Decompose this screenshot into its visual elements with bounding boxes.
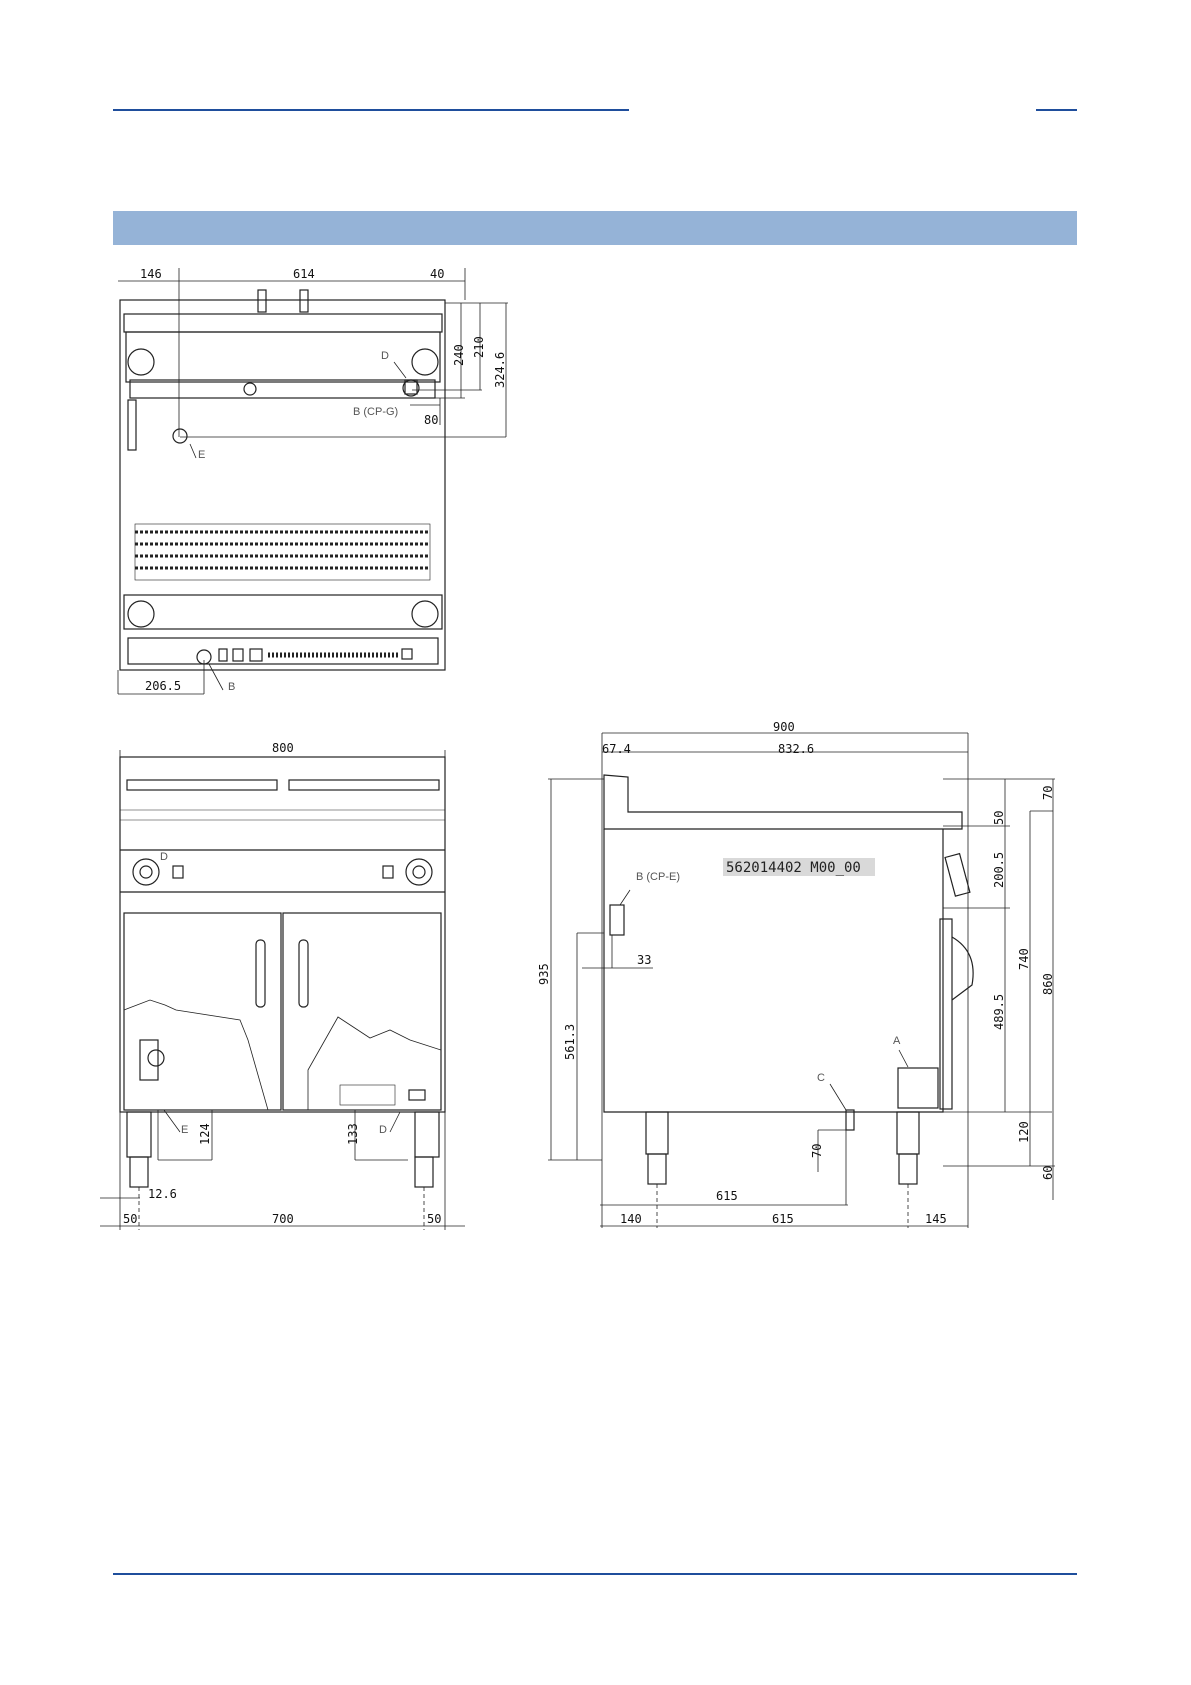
dim-12-6: 12.6 [148,1187,177,1201]
dim-489-5: 489.5 [992,993,1006,1030]
dim-50-left: 50 [123,1212,138,1226]
dim-200-5: 200.5 [992,851,1006,888]
dim-50-right: 50 [427,1212,442,1226]
front-view [100,750,465,1230]
dim-50-side: 50 [992,810,1006,825]
label-e-top: E [198,449,206,461]
label-b-cp-e: B (CP-E) [636,871,680,883]
dim-33: 33 [637,953,652,967]
dim-67-4: 67.4 [602,742,631,756]
label-a: A [893,1035,901,1047]
dim-740: 740 [1017,948,1031,970]
label-c: C [817,1072,825,1084]
side-view [548,733,1055,1228]
label-d-front: D [160,851,168,863]
dim-210: 210 [472,336,486,358]
dim-124: 124 [198,1123,212,1145]
drawing-code: 562014402 M00_00 [726,860,861,876]
dim-615-upper: 615 [716,1189,738,1203]
dim-60: 60 [1041,1165,1055,1180]
dim-120: 120 [1017,1121,1031,1143]
side-view-dimensions [537,720,1055,1226]
dim-700: 700 [272,1212,294,1226]
dim-615-lower: 615 [772,1212,794,1226]
dim-860: 860 [1041,973,1055,995]
label-b-cp-g: B (CP-G) [353,406,399,418]
dim-146: 146 [140,267,162,281]
label-b-top: B [228,681,236,693]
dim-80: 80 [424,413,439,427]
dim-561-3: 561.3 [563,1023,577,1060]
dim-240: 240 [452,344,466,366]
dim-614: 614 [293,267,315,281]
dim-324-6: 324.6 [493,351,507,388]
dim-832-6: 832.6 [778,742,815,756]
dim-800: 800 [272,741,294,755]
top-view [118,268,508,694]
label-d-top: D [381,350,389,362]
dim-206-5: 206.5 [145,679,182,693]
dim-145: 145 [925,1212,947,1226]
dim-140: 140 [620,1212,642,1226]
front-view-dimensions [123,741,441,1226]
dim-70-c: 70 [810,1143,824,1158]
dim-133: 133 [346,1123,360,1145]
label-d-front-bottom: D [379,1124,387,1136]
dim-900: 900 [773,720,795,734]
dim-935: 935 [537,963,551,985]
dim-70-top: 70 [1041,785,1055,800]
dim-40: 40 [430,267,445,281]
label-e-front: E [181,1124,189,1136]
